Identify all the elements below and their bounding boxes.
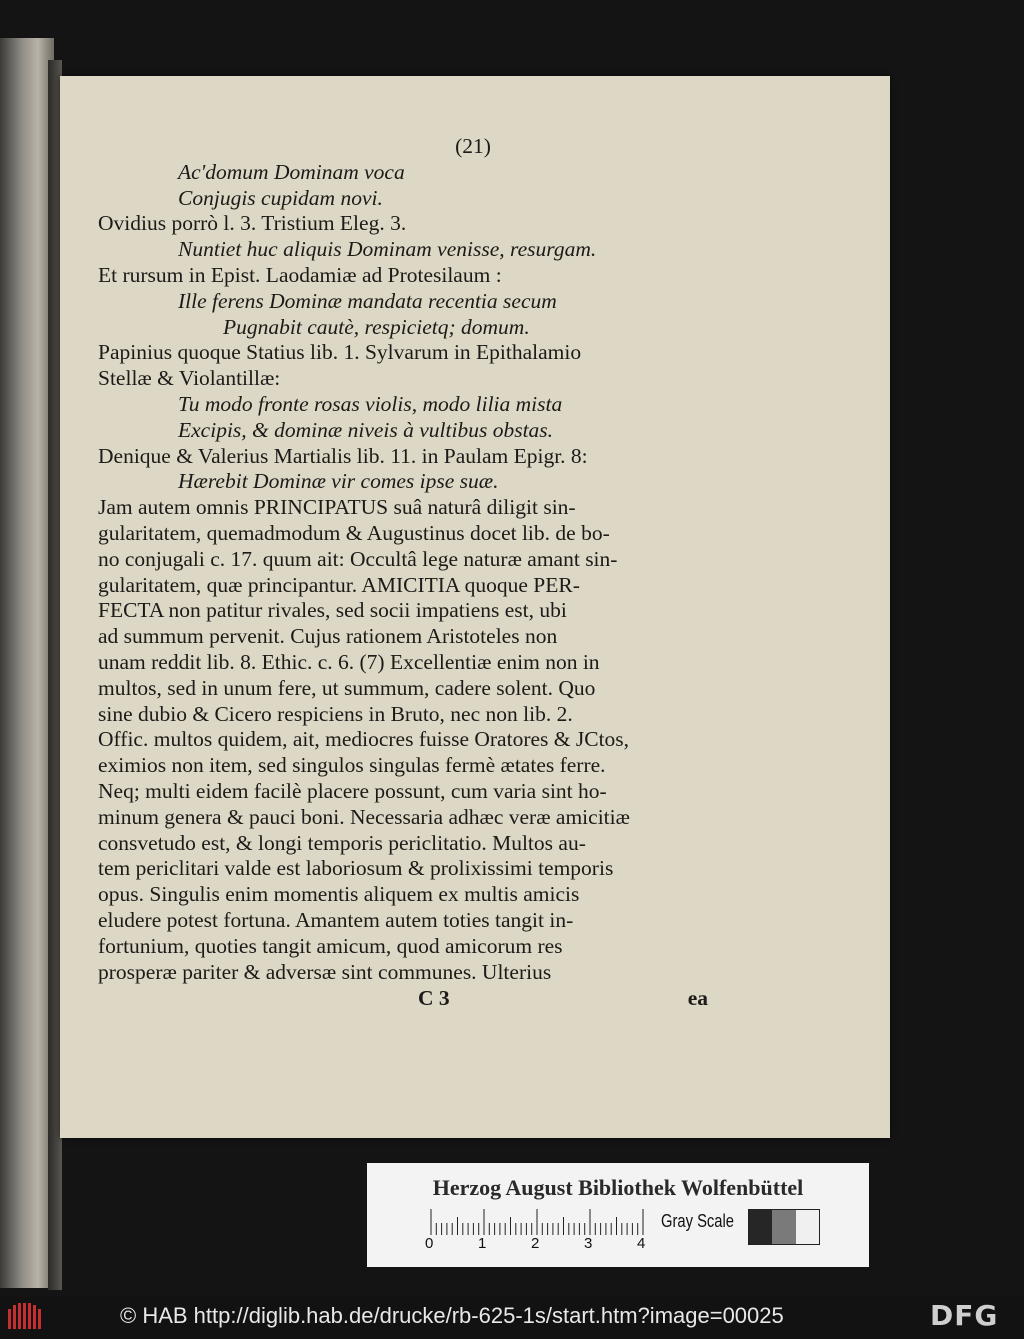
page-text (98, 134, 708, 1012)
signature-mark: C 3 (418, 986, 450, 1011)
library-label (367, 1163, 869, 1267)
text-line: gularitatem, quæ principantur. AMICITIA quoque PER- (98, 572, 580, 597)
text-line: ad summum pervenit. Cujus rationem Aristoteles non (98, 624, 558, 649)
gray-scale-label: Gray Scale (661, 1211, 735, 1231)
text-line: opus. Singulis enim momentis aliquem ex multis amicis (98, 882, 580, 907)
text-line: fortunium, quoties tangit amicum, quod amicorum res (98, 933, 563, 958)
catchword: ea (687, 986, 708, 1011)
page-footer-row (98, 986, 708, 1012)
text-line: Et rursum in Epist. Laodamiæ ad Protesilaum : (98, 262, 502, 287)
text-line: eludere potest fortuna. Amantem autem toties tangit in- (98, 907, 574, 932)
gray-scale-swatches (748, 1209, 820, 1245)
text-line: tem periclitari valde est laboriosum & prolixissimi temporis (98, 856, 614, 881)
ruler-number: 0 (425, 1235, 434, 1252)
text-line: unam reddit lib. 8. Ethic. c. 6. (7) Excellentiæ enim non in (98, 649, 600, 674)
text-line: Ille ferens Dominæ mandata recentia secum (178, 288, 557, 313)
facing-page-edge (0, 38, 54, 1288)
gray-swatch (749, 1210, 772, 1244)
text-line: Stellæ & Violantillæ: (98, 366, 281, 391)
book-page (60, 76, 890, 1138)
copyright-url[interactable]: © HAB http://diglib.hab.de/drucke/rb-625-1s/start.htm?image=00025 (120, 1303, 784, 1328)
ruler-number: 3 (584, 1235, 593, 1252)
text-line: Hærebit Dominæ vir comes ipse suæ. (178, 469, 499, 494)
hab-bars-icon (6, 1301, 46, 1331)
footer-bar (0, 1297, 1024, 1339)
ruler-scale-icon (429, 1209, 647, 1235)
text-line: Pugnabit cautè, respicietq; domum. (223, 314, 530, 339)
dfg-logo: DFG (930, 1299, 999, 1332)
library-title: Herzog August Bibliothek Wolfenbüttel (432, 1175, 804, 1200)
text-line: prosperæ pariter & adversæ sint communes. Ulterius (98, 959, 552, 984)
text-line: Jam autem omnis PRINCIPATUS suâ naturâ diligit sin- (98, 495, 576, 520)
text-line: eximios non item, sed singulos singulas fermè ætates ferre. (98, 753, 606, 778)
text-line: FECTA non patitur rivales, sed socii impatiens est, ubi (98, 598, 567, 623)
text-lines (98, 160, 708, 986)
text-line: Ac'domum Dominam voca (178, 159, 405, 184)
ruler-numbers (423, 1235, 663, 1257)
text-line: Nuntiet huc aliquis Dominam venisse, resurgam. (178, 237, 597, 262)
ruler-number: 1 (478, 1235, 487, 1252)
text-line: Excipis, & dominæ niveis à vultibus obstas. (178, 417, 554, 442)
text-line: Papinius quoque Statius lib. 1. Sylvarum in Epithalamio (98, 340, 582, 365)
text-line: gularitatem, quemadmodum & Augustinus docet lib. de bo- (98, 520, 610, 545)
text-line: sine dubio & Cicero respiciens in Bruto, nec non lib. 2. (98, 701, 573, 726)
text-line: Offic. multos quidem, ait, mediocres fuisse Oratores & JCtos, (98, 727, 630, 752)
page-number: (21) (455, 134, 491, 158)
text-line: Ovidius porrò l. 3. Tristium Eleg. 3. (98, 211, 407, 236)
text-line: no conjugali c. 17. quum ait: Occultâ lege naturæ amant sin- (98, 546, 618, 571)
ruler-number: 4 (637, 1235, 646, 1252)
text-line: consvetudo est, & longi temporis periclitatio. Multos au- (98, 830, 586, 855)
gray-swatch (796, 1210, 819, 1244)
text-line: Neq; multi eidem facilè placere possunt, cum varia sint ho- (98, 778, 607, 803)
text-line: Tu modo fronte rosas violis, modo lilia mista (178, 391, 563, 416)
text-line: Denique & Valerius Martialis lib. 11. in Paulam Epigr. 8: (98, 443, 588, 468)
text-line: Conjugis cupidam novi. (178, 185, 383, 210)
ruler-number: 2 (531, 1235, 540, 1252)
text-line: multos, sed in unum fere, ut summum, cadere solent. Quo (98, 675, 596, 700)
text-line: minum genera & pauci boni. Necessaria adhæc veræ amicitiæ (98, 804, 630, 829)
gray-swatch (772, 1210, 795, 1244)
